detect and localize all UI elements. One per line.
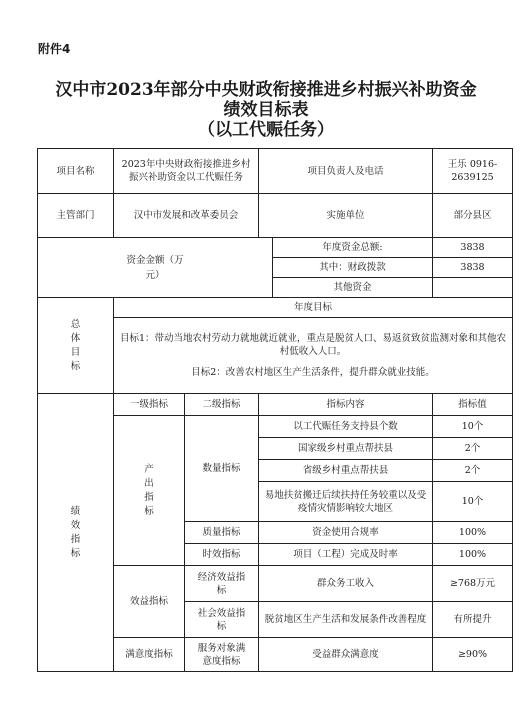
indicator-value: ≥768万元	[433, 566, 513, 602]
indicator-content: 群众务工收入	[259, 566, 433, 602]
funds-row-label: 其他资金	[273, 278, 433, 298]
funds-row-value: 3838	[433, 238, 513, 258]
satisfaction-indicator-label: 满意度指标	[114, 638, 185, 672]
funds-label	[38, 238, 273, 298]
service-indicator-label	[185, 638, 259, 672]
benefit-indicator-label: 效益指标	[114, 566, 185, 638]
funds-label-text: 资金金额（万元）	[126, 254, 184, 281]
header-value: 指标值	[433, 394, 513, 416]
econ-indicator-label	[185, 566, 259, 602]
indicator-value: 2个	[433, 438, 513, 460]
funds-row-label: 其中：财政拨款	[273, 258, 433, 278]
goal-2: 目标2：改善农村地区生产生活条件，提升群众就业技能。	[191, 367, 435, 378]
quality-indicator-label: 质量指标	[185, 522, 259, 544]
funds-row-value	[433, 278, 513, 298]
indicator-value: 10个	[433, 416, 513, 438]
header-level1: 一级指标	[114, 394, 185, 416]
indicator-content: 脱贫地区生产生活和发展条件改善程度	[259, 602, 433, 638]
quantity-indicator-label: 数量指标	[185, 416, 259, 522]
indicator-value: 10个	[433, 482, 513, 522]
indicator-content: 受益群众满意度	[259, 638, 433, 672]
indicator-value: 有所提升	[433, 602, 513, 638]
project-name-value: 2023年中央财政衔接推进乡村振兴补助资金以工代赈任务	[114, 149, 259, 194]
indicator-content: 资金使用合规率	[259, 522, 433, 544]
indicator-value: ≥90%	[433, 638, 513, 672]
performance-table	[37, 148, 513, 672]
attachment-label: 附件4	[38, 42, 71, 56]
indicator-content: 国家级乡村重点帮扶县	[259, 438, 433, 460]
project-leader-value: 王乐 0916-2639125	[433, 149, 513, 194]
overall-goal-label-text: 总体目标	[70, 318, 81, 372]
document-title-line1: 汉中市2023年部分中央财政衔接推进乡村振兴补助资金	[55, 80, 477, 100]
funds-row-label: 年度资金总额:	[273, 238, 433, 258]
header-content: 指标内容	[259, 394, 433, 416]
indicator-content: 易地扶贫搬迁后续扶持任务较重以及受疫情灾情影响较大地区	[259, 482, 433, 522]
project-name-label: 项目名称	[38, 149, 114, 194]
social-indicator-label-text: 社会效益指标	[197, 607, 246, 632]
document-title-line2: 绩效目标表	[223, 100, 309, 120]
indicator-value: 100%	[433, 544, 513, 566]
indicator-value: 2个	[433, 460, 513, 482]
impl-value: 部分县区	[433, 194, 513, 238]
dept-label: 主管部门	[38, 194, 114, 238]
funds-row-value: 3838	[433, 258, 513, 278]
output-indicator-label-text: 产出指标	[144, 463, 154, 517]
performance-label	[38, 394, 114, 672]
indicator-value: 100%	[433, 522, 513, 544]
goal-1: 目标1：带动当地农村劳动力就地就近就业，重点是脱贫人口、易返贫致贫监测对象和其他农村低收入人口。	[119, 333, 507, 357]
annual-goal-header: 年度目标	[114, 298, 513, 318]
output-indicator-label	[114, 416, 185, 566]
econ-indicator-label-text: 经济效益指标	[197, 571, 246, 596]
indicator-content: 以工代赈任务支持县个数	[259, 416, 433, 438]
overall-goal-label	[38, 298, 114, 394]
indicator-content: 项目（工程）完成及时率	[259, 544, 433, 566]
performance-label-text: 绩效指标	[70, 505, 81, 559]
dept-value: 汉中市发展和改革委员会	[114, 194, 259, 238]
timeliness-indicator-label: 时效指标	[185, 544, 259, 566]
project-leader-label: 项目负责人及电话	[259, 149, 433, 194]
header-level2: 二级指标	[185, 394, 259, 416]
impl-label: 实施单位	[259, 194, 433, 238]
annual-goal-content	[114, 318, 513, 394]
document-title-line3: （以工代赈任务）	[198, 120, 334, 140]
indicator-content: 省级乡村重点帮扶县	[259, 460, 433, 482]
social-indicator-label	[185, 602, 259, 638]
service-indicator-label-text: 服务对象满意度指标	[197, 642, 246, 667]
